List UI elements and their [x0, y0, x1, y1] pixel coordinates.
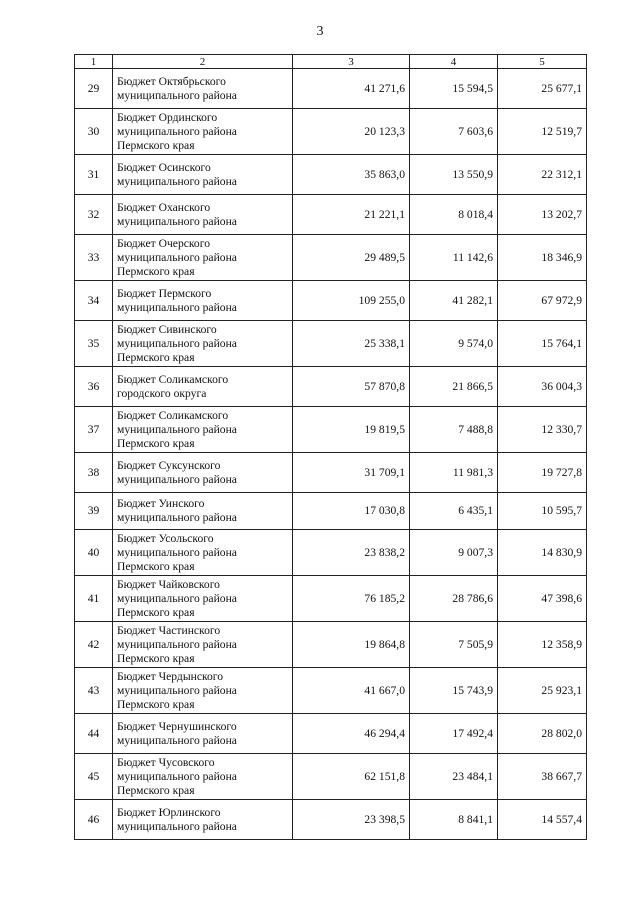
row-number: 42	[75, 622, 113, 668]
value-col-4: 15 594,5	[410, 69, 498, 109]
value-col-3: 41 667,0	[293, 668, 410, 714]
budget-name-line: Пермского края	[117, 651, 195, 665]
value-col-4: 8 018,4	[410, 195, 498, 235]
row-number: 43	[75, 668, 113, 714]
row-number: 29	[75, 69, 113, 109]
budget-name-line: муниципального района	[117, 769, 237, 783]
value-col-4: 28 786,6	[410, 576, 498, 622]
table-row	[75, 576, 587, 622]
budget-name-line: Пермского края	[117, 138, 195, 152]
budget-name-line: Бюджет Чердынского	[117, 669, 224, 683]
value-col-5: 38 667,7	[498, 754, 587, 800]
value-col-5: 67 972,9	[498, 281, 587, 321]
budget-name-line: муниципального района	[117, 733, 237, 747]
value-col-4: 7 488,8	[410, 407, 498, 453]
header-cell-1: 1	[75, 55, 113, 69]
value-col-5: 36 004,3	[498, 367, 587, 407]
table-row	[75, 281, 587, 321]
budget-name	[113, 453, 293, 493]
value-col-5: 47 398,6	[498, 576, 587, 622]
value-col-3: 17 030,8	[293, 493, 410, 530]
row-number: 30	[75, 109, 113, 155]
row-number: 39	[75, 493, 113, 530]
budget-name-line: муниципального района	[117, 300, 237, 314]
value-col-5: 13 202,7	[498, 195, 587, 235]
budget-name-line: муниципального района	[117, 545, 237, 559]
budget-name-line: Бюджет Соликамского	[117, 372, 229, 386]
budget-name	[113, 668, 293, 714]
budget-name	[113, 622, 293, 668]
value-col-4: 15 743,9	[410, 668, 498, 714]
row-number: 35	[75, 321, 113, 367]
table-row	[75, 155, 587, 195]
budget-name-line: Бюджет Усольского	[117, 531, 214, 545]
budget-name	[113, 155, 293, 195]
budget-name-line: муниципального района	[117, 214, 237, 228]
budget-name-line: муниципального района	[117, 250, 237, 264]
header-cell-5: 5	[498, 55, 587, 69]
budget-name-line: Пермского края	[117, 559, 195, 573]
table-row	[75, 530, 587, 576]
row-number: 31	[75, 155, 113, 195]
budget-name-line: муниципального района	[117, 124, 237, 138]
value-col-3: 41 271,6	[293, 69, 410, 109]
value-col-3: 21 221,1	[293, 195, 410, 235]
budget-name	[113, 530, 293, 576]
value-col-3: 31 709,1	[293, 453, 410, 493]
budget-name-line: Бюджет Очерского	[117, 236, 210, 250]
table-row	[75, 800, 587, 840]
value-col-3: 23 398,5	[293, 800, 410, 840]
table-row	[75, 493, 587, 530]
value-col-5: 25 677,1	[498, 69, 587, 109]
budget-name	[113, 754, 293, 800]
budget-name-line: муниципального района	[117, 591, 237, 605]
row-number: 34	[75, 281, 113, 321]
value-col-4: 9 574,0	[410, 321, 498, 367]
value-col-3: 20 123,3	[293, 109, 410, 155]
header-cell-3: 3	[293, 55, 410, 69]
value-col-5: 18 346,9	[498, 235, 587, 281]
budget-name	[113, 195, 293, 235]
value-col-3: 19 819,5	[293, 407, 410, 453]
table-row	[75, 622, 587, 668]
budget-name-line: Пермского края	[117, 350, 195, 364]
value-col-4: 8 841,1	[410, 800, 498, 840]
budget-name-line: Пермского края	[117, 436, 195, 450]
value-col-5: 14 557,4	[498, 800, 587, 840]
table-row	[75, 668, 587, 714]
budget-name	[113, 109, 293, 155]
page-number: 3	[316, 24, 324, 39]
header-cell-2: 2	[113, 55, 293, 69]
budget-name-line: Бюджет Оханского	[117, 200, 211, 214]
value-col-4: 7 505,9	[410, 622, 498, 668]
budget-name-line: муниципального района	[117, 511, 237, 524]
value-col-4: 6 435,1	[410, 493, 498, 530]
row-number: 36	[75, 367, 113, 407]
budget-name-line: муниципального района	[117, 637, 237, 651]
table-row	[75, 453, 587, 493]
value-col-5: 22 312,1	[498, 155, 587, 195]
value-col-3: 35 863,0	[293, 155, 410, 195]
budget-name	[113, 367, 293, 407]
table-row	[75, 109, 587, 155]
row-number: 33	[75, 235, 113, 281]
value-col-4: 9 007,3	[410, 530, 498, 576]
table-row	[75, 235, 587, 281]
budget-name-line: Пермского края	[117, 783, 195, 797]
row-number: 45	[75, 754, 113, 800]
budget-name-line: Бюджет Чайковского	[117, 577, 220, 591]
budget-name-line: Бюджет Чусовского	[117, 755, 215, 769]
value-col-3: 109 255,0	[293, 281, 410, 321]
budget-table	[74, 54, 587, 840]
budget-name-line: Бюджет Соликамского	[117, 408, 229, 422]
row-number: 41	[75, 576, 113, 622]
value-col-5: 12 519,7	[498, 109, 587, 155]
budget-name	[113, 69, 293, 109]
budget-name-line: Пермского края	[117, 697, 195, 711]
budget-name-line: муниципального района	[117, 174, 237, 188]
header-row	[75, 55, 587, 69]
value-col-5: 10 595,7	[498, 493, 587, 530]
value-col-4: 11 981,3	[410, 453, 498, 493]
budget-name-line: Бюджет Юрлинского	[117, 805, 221, 819]
budget-name-line: Бюджет Суксунского	[117, 458, 221, 472]
row-number: 46	[75, 800, 113, 840]
budget-name-line: Бюджет Уинского	[117, 497, 205, 510]
value-col-4: 13 550,9	[410, 155, 498, 195]
table-row	[75, 69, 587, 109]
value-col-3: 46 294,4	[293, 714, 410, 754]
budget-name-line: Бюджет Пермского	[117, 286, 212, 300]
budget-name-line: Бюджет Ординского	[117, 110, 218, 124]
value-col-4: 41 282,1	[410, 281, 498, 321]
value-col-3: 62 151,8	[293, 754, 410, 800]
budget-name-line: муниципального района	[117, 683, 237, 697]
budget-name-line: муниципального района	[117, 88, 237, 102]
budget-name-line: Бюджет Сивинского	[117, 322, 217, 336]
table-row	[75, 754, 587, 800]
value-col-4: 7 603,6	[410, 109, 498, 155]
table-row	[75, 407, 587, 453]
value-col-5: 15 764,1	[498, 321, 587, 367]
budget-name-line: муниципального района	[117, 422, 237, 436]
value-col-5: 12 330,7	[498, 407, 587, 453]
budget-name-line: муниципального района	[117, 336, 237, 350]
budget-name-line: Бюджет Частинского	[117, 623, 221, 637]
value-col-4: 21 866,5	[410, 367, 498, 407]
budget-name	[113, 321, 293, 367]
budget-name	[113, 800, 293, 840]
value-col-3: 29 489,5	[293, 235, 410, 281]
budget-name-line: муниципального района	[117, 819, 237, 833]
table-body	[75, 69, 587, 840]
value-col-5: 12 358,9	[498, 622, 587, 668]
budget-name	[113, 576, 293, 622]
value-col-5: 25 923,1	[498, 668, 587, 714]
value-col-4: 17 492,4	[410, 714, 498, 754]
value-col-3: 57 870,8	[293, 367, 410, 407]
value-col-4: 23 484,1	[410, 754, 498, 800]
value-col-3: 76 185,2	[293, 576, 410, 622]
budget-name-line: муниципального района	[117, 472, 237, 486]
value-col-5: 14 830,9	[498, 530, 587, 576]
budget-name	[113, 714, 293, 754]
table-row	[75, 321, 587, 367]
row-number: 32	[75, 195, 113, 235]
table-row	[75, 367, 587, 407]
budget-name-line: Пермского края	[117, 264, 195, 278]
budget-name	[113, 235, 293, 281]
budget-name	[113, 407, 293, 453]
budget-name-line: городского округа	[117, 386, 207, 400]
value-col-3: 25 338,1	[293, 321, 410, 367]
row-number: 38	[75, 453, 113, 493]
table-row	[75, 714, 587, 754]
budget-name-line: Бюджет Чернушинского	[117, 719, 237, 733]
value-col-3: 23 838,2	[293, 530, 410, 576]
row-number: 37	[75, 407, 113, 453]
budget-name-line: Бюджет Октябрьского	[117, 74, 226, 88]
table-row	[75, 195, 587, 235]
row-number: 44	[75, 714, 113, 754]
value-col-3: 19 864,8	[293, 622, 410, 668]
budget-name	[113, 493, 293, 530]
value-col-4: 11 142,6	[410, 235, 498, 281]
row-number: 40	[75, 530, 113, 576]
value-col-5: 19 727,8	[498, 453, 587, 493]
header-cell-4: 4	[410, 55, 498, 69]
budget-name	[113, 281, 293, 321]
value-col-5: 28 802,0	[498, 714, 587, 754]
budget-name-line: Бюджет Осинского	[117, 160, 211, 174]
budget-name-line: Пермского края	[117, 605, 195, 619]
